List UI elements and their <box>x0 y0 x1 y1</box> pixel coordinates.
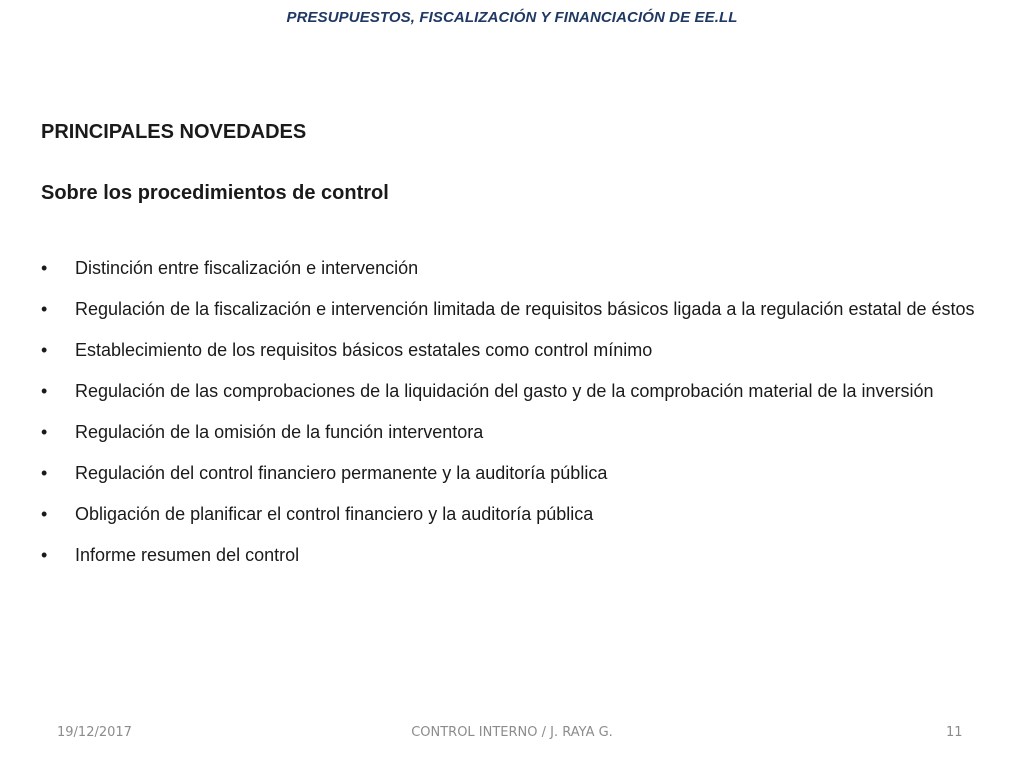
section-subheading: Sobre los procedimientos de control <box>41 182 389 204</box>
bullet-text: Informe resumen del control <box>75 545 300 565</box>
footer-page-number: 11 <box>946 725 963 740</box>
bullet-list <box>41 248 979 576</box>
footer-date: 19/12/2017 <box>57 725 132 740</box>
bullet-item <box>41 289 979 330</box>
footer-author: CONTROL INTERNO / J. RAYA G. <box>411 725 613 740</box>
bullet-icon: • <box>41 340 48 360</box>
bullet-text: Regulación de la omisión de la función interventora <box>75 422 484 442</box>
bullet-icon: • <box>41 381 48 401</box>
bullet-text: Regulación de la fiscalización e intervención limitada de requisitos básicos ligada a la regulación estatal de éstos <box>75 299 975 319</box>
bullet-item <box>41 535 979 576</box>
bullet-text: Obligación de planificar el control financiero y la auditoría pública <box>75 504 594 524</box>
bullet-icon: • <box>41 299 48 319</box>
bullet-text: Distinción entre fiscalización e intervención <box>75 258 419 278</box>
bullet-text: Regulación del control financiero permanente y la auditoría pública <box>75 463 608 483</box>
bullet-item <box>41 494 979 535</box>
bullet-text: Regulación de las comprobaciones de la liquidación del gasto y de la comprobación material de la inversión <box>75 381 934 401</box>
bullet-icon: • <box>41 422 48 442</box>
bullet-item <box>41 330 979 371</box>
bullet-text: Establecimiento de los requisitos básicos estatales como control mínimo <box>75 340 653 360</box>
bullet-item <box>41 371 979 412</box>
bullet-icon: • <box>41 545 48 565</box>
bullet-item <box>41 453 979 494</box>
header-title: PRESUPUESTOS, FISCALIZACIÓN Y FINANCIACIÓN DE EE.LL <box>286 9 738 26</box>
bullet-icon: • <box>41 258 48 278</box>
bullet-item <box>41 248 979 289</box>
bullet-item <box>41 412 979 453</box>
bullet-icon: • <box>41 504 48 524</box>
section-heading: PRINCIPALES NOVEDADES <box>41 121 307 143</box>
bullet-icon: • <box>41 463 48 483</box>
